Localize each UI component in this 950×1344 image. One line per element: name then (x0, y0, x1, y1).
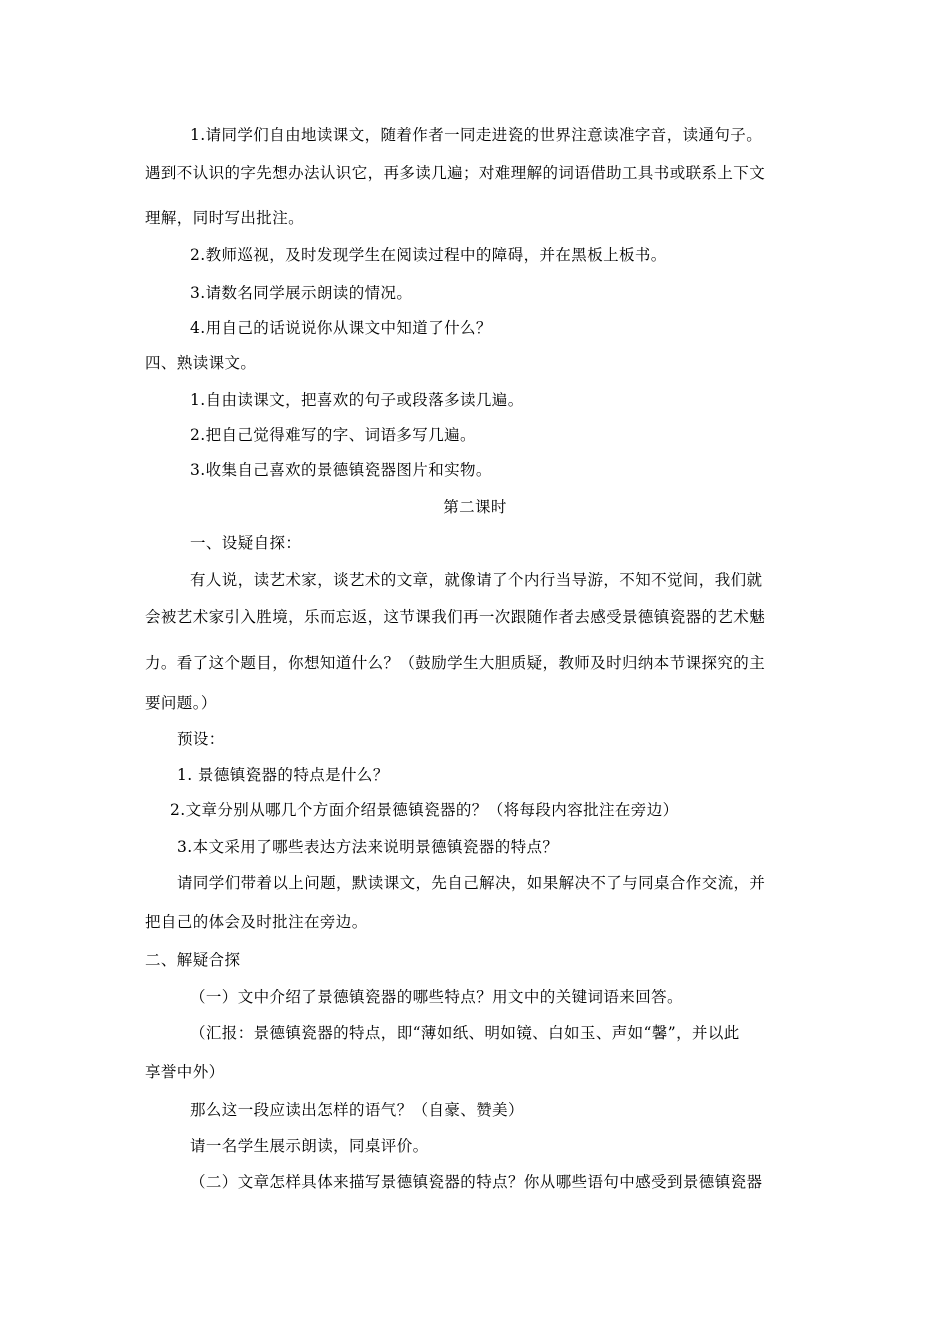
lesson-title: 第二课时 (443, 498, 507, 516)
text-line-29: （二）文章怎样具体来描写景德镇瓷器的特点？你从哪些语句中感受到景德镇瓷器 (190, 1173, 763, 1191)
section-heading-4: 四、熟读课文。 (145, 354, 257, 372)
text-line-16: 要问题。） (145, 694, 217, 712)
section-heading-2: 二、解疑合探 (145, 951, 241, 969)
text-line-14: 会被艺术家引入胜境，乐而忘返，这节课我们再一次跟随作者去感受景德镇瓷器的艺术魅 (145, 608, 766, 626)
text-line-2: 遇到不认识的字先想办法认识它，再多读几遍；对难理解的词语借助工具书或联系上下文 (145, 164, 766, 182)
text-line-22: 把自己的体会及时批注在旁边。 (145, 913, 368, 931)
text-line-9: 2.把自己觉得难写的字、词语多写几遍。 (190, 426, 476, 444)
text-line-18: 1. 景德镇瓷器的特点是什么？ (177, 766, 389, 784)
text-line-6: 4.用自己的话说说你从课文中知道了什么？ (190, 319, 492, 337)
text-line-24: （一）文中介绍了景德镇瓷器的哪些特点？用文中的关键词语来回答。 (190, 988, 683, 1006)
text-line-25: （汇报：景德镇瓷器的特点，即“薄如纸、明如镜、白如玉、声如“馨”，并以此 (190, 1024, 740, 1042)
text-line-5: 3.请数名同学展示朗读的情况。 (190, 284, 413, 302)
text-line-26: 享誉中外） (145, 1063, 225, 1081)
text-line-3: 理解，同时写出批注。 (145, 209, 305, 227)
text-line-8: 1.自由读课文，把喜欢的句子或段落多读几遍。 (190, 391, 524, 409)
text-line-17: 预设： (177, 730, 225, 748)
section-heading-1: 一、设疑自探： (190, 534, 302, 552)
text-line-15: 力。看了这个题目，你想知道什么？（鼓励学生大胆质疑，教师及时归纳本节课探究的主 (145, 654, 766, 672)
text-line-20: 3.本文采用了哪些表达方法来说明景德镇瓷器的特点？ (177, 838, 559, 856)
text-line-27: 那么这一段应读出怎样的语气？（自豪、赞美） (190, 1101, 524, 1119)
text-line-4: 2.教师巡视，及时发现学生在阅读过程中的障碍，并在黑板上板书。 (190, 246, 667, 264)
text-line-13: 有人说，读艺术家，谈艺术的文章，就像请了个内行当导游，不知不觉间，我们就 (190, 571, 763, 589)
text-line-28: 请一名学生展示朗读，同桌评价。 (190, 1137, 429, 1155)
text-line-1: 1.请同学们自由地读课文，随着作者一同走进瓷的世界注意读准字音，读通句子。 (190, 126, 763, 144)
text-line-10: 3.收集自己喜欢的景德镇瓷器图片和实物。 (190, 461, 492, 479)
text-line-21: 请同学们带着以上问题，默读课文，先自己解决，如果解决不了与同桌合作交流，并 (177, 874, 766, 892)
text-line-19: 2.文章分别从哪几个方面介绍景德镇瓷器的？（将每段内容批注在旁边） (170, 801, 679, 819)
